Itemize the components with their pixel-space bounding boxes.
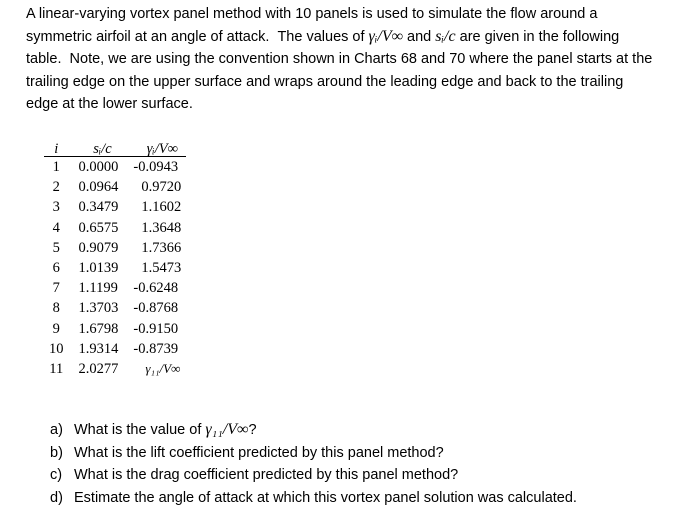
cell-gamma: 1.3648 [141, 219, 182, 236]
cell-s: 1.3703 [78, 300, 119, 317]
header-gamma: γᵢ/V∞ [123, 142, 186, 157]
table-row [44, 319, 186, 339]
cell-gamma: -0.8768 [133, 300, 179, 317]
cell-gamma: 1.5473 [141, 260, 182, 277]
question-text: Estimate the angle of attack at which this vortex panel solution was calculated. [74, 489, 577, 506]
cell-i: 6 [52, 260, 60, 277]
cell-gamma: 1.1602 [141, 199, 182, 216]
question-item [50, 442, 577, 465]
table-row [44, 157, 186, 178]
question-item [50, 419, 577, 442]
cell-i: 2 [52, 179, 60, 196]
panel-data-table [44, 142, 186, 379]
question-label: b) [50, 444, 63, 461]
problem-statement [26, 3, 656, 116]
cell-i: 3 [52, 199, 60, 216]
table-row [44, 197, 186, 217]
intro-sentence-3: Note, we are using the convention shown in Charts 68 and 70 where the panel starts at the trailing edge on the upper surface and wraps around the leading edge and back to the trailing edge at the lower surface. [26, 51, 653, 112]
cell-gamma: -0.6248 [133, 280, 179, 297]
question-item [50, 464, 577, 487]
cell-i: 9 [52, 320, 60, 337]
cell-i: 11 [49, 360, 64, 377]
intro-sentence-2a: The values of [277, 28, 365, 45]
question-text: What is the drag coefficient predicted by this panel method? [74, 467, 459, 483]
cell-i: 5 [52, 239, 60, 256]
table-row [44, 238, 186, 258]
question-text: What is the value of [74, 422, 202, 438]
question-label: d) [50, 489, 63, 506]
table-row [44, 339, 186, 359]
cell-s: 1.1199 [78, 280, 118, 297]
gamma-expression: γᵢ/V∞ [368, 27, 404, 45]
cell-s: 0.6575 [78, 219, 119, 236]
intro-sentence-2b: are given in the following table. [26, 28, 620, 67]
cell-i: 7 [52, 280, 60, 297]
cell-gamma: γ₁₁/V∞ [145, 360, 181, 376]
question-item [50, 487, 577, 510]
s-expression: sᵢ/c [435, 27, 456, 45]
cell-s: 0.9079 [78, 239, 119, 256]
cell-s: 1.6798 [78, 320, 119, 337]
cell-gamma: -0.0943 [133, 159, 179, 176]
question-text: What is the lift coefficient predicted by this panel method? [74, 444, 444, 461]
table-row [44, 218, 186, 238]
question-label: a) [50, 422, 63, 438]
intro-sentence-1: A linear-varying vortex panel method with 10 panels is used to simulate the flow around a symmetric airfoil at an angle of attack. [26, 6, 598, 45]
cell-s: 0.0000 [78, 159, 119, 176]
cell-gamma: -0.9150 [133, 320, 179, 337]
table-row [44, 359, 186, 379]
question-expression: γ₁₁/V∞ [205, 421, 249, 438]
cell-s: 0.0964 [78, 179, 119, 196]
cell-gamma: 1.7366 [141, 239, 182, 256]
table-row [44, 278, 186, 298]
cell-s: 1.9314 [78, 340, 119, 357]
intro-and: and [407, 28, 432, 45]
table-row [44, 177, 186, 197]
question-tail: ? [248, 422, 257, 438]
cell-s: 1.0139 [78, 260, 119, 277]
header-i: i [44, 142, 69, 157]
table-row [44, 298, 186, 318]
cell-gamma: -0.8739 [133, 340, 179, 357]
question-list [50, 419, 577, 509]
header-s: sᵢ/c [69, 142, 124, 157]
cell-s: 0.3479 [78, 199, 119, 216]
table-row [44, 258, 186, 278]
cell-i: 8 [52, 300, 60, 317]
cell-i: 4 [52, 219, 60, 236]
cell-i: 1 [52, 159, 60, 176]
question-label: c) [50, 467, 63, 483]
cell-s: 2.0277 [78, 360, 119, 377]
cell-i: 10 [49, 340, 64, 357]
table-header-row [44, 142, 186, 157]
cell-gamma: 0.9720 [141, 179, 182, 196]
